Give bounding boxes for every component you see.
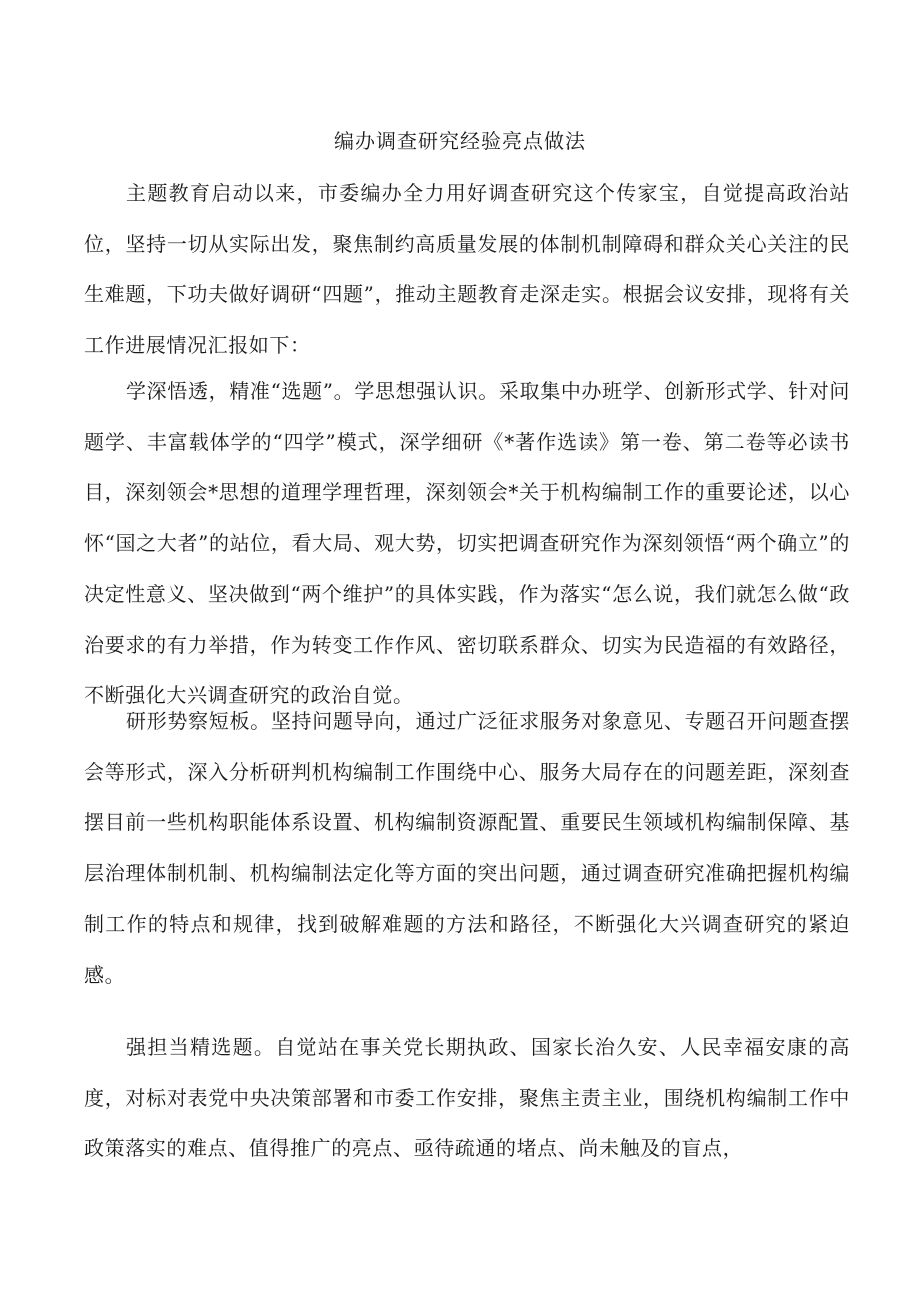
paragraph-situation: 研形势察短板。坚持问题导向，通过广泛征求服务对象意见、专题召开问题查摆会等形式，深入分析研判机构编制工作围绕中心、服务大局存在的问题差距，深刻查摆目前一些机构职能体系设置、机构编制资源配置、重要民生领域机构编制保障、基层治理体制机制、机构编制法定化等方面的突出问题，通过调查研究准确把握机构编制工作的特点和规律，找到破解难题的方法和路径，不断强化大兴调查研究的紧迫感。	[84, 709, 850, 987]
paragraph-intro: 主题教育启动以来，市委编办全力用好调查研究这个传家宝，自觉提高政治站位，坚持一切从实际出发，聚焦制约高质量发展的体制机制障碍和群众关心关注的民生难题，下功夫做好调研“四题”，推动主题教育走深走实。根据会议安排，现将有关工作进展情况汇报如下：	[84, 181, 850, 358]
document-title: 编办调查研究经验亮点做法	[334, 129, 586, 153]
paragraph-study: 学深悟透，精准“选题”。学思想强认识。采取集中办班学、创新形式学、针对问题学、丰富载体学的“四学”模式，深学细研《*著作选读》第一卷、第二卷等必读书目，深刻领会*思想的道理学理哲理，深刻领会*关于机构编制工作的重要论述，以心怀“国之大者”的站位，看大局、观大势，切实把调查研究作为深刻领悟“两个确立”的决定性意义、坚决做到“两个维护”的具体实践，作为落实“怎么说，我们就怎么做“政治要求的有力举措，作为转变工作作风、密切联系群众、切实为民造福的有效路径，不断强化大兴调查研究的政治自觉。	[84, 379, 850, 708]
paragraph-responsibility: 强担当精选题。自觉站在事关党长期执政、国家长治久安、人民幸福安康的高度，对标对表党中央决策部署和市委工作安排，聚焦主责主业，围绕机构编制工作中政策落实的难点、值得推广的亮点、亟待疏通的堵点、尚未触及的盲点，	[84, 1035, 850, 1161]
